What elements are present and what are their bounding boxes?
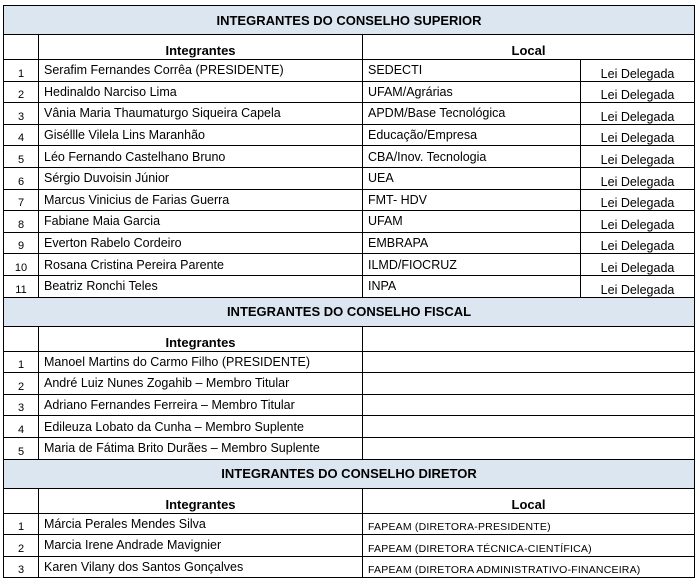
- member-appointment-type: Lei Delegada: [581, 254, 695, 276]
- member-appointment-type: Lei Delegada: [581, 103, 695, 125]
- member-appointment-type: Lei Delegada: [581, 60, 695, 82]
- row-number: 2: [4, 535, 39, 557]
- empty-cell: [363, 416, 695, 438]
- row-number: 9: [4, 232, 39, 254]
- row-number: 1: [4, 351, 39, 373]
- member-appointment-type: Lei Delegada: [581, 81, 695, 103]
- table-row: [4, 394, 695, 416]
- member-name: Marcus Vinicius de Farias Guerra: [39, 189, 363, 211]
- local-header: Local: [363, 35, 695, 60]
- member-name: Manoel Martins do Carmo Filho (PRESIDENTE): [39, 351, 363, 373]
- row-number: 6: [4, 167, 39, 189]
- member-local: FAPEAM (DIRETORA-PRESIDENTE): [363, 513, 695, 535]
- table-row: [4, 167, 695, 189]
- section-title: INTEGRANTES DO CONSELHO FISCAL: [4, 297, 695, 326]
- section-header-superior: [4, 6, 695, 35]
- column-header-row: [4, 35, 695, 60]
- member-local: SEDECTI: [363, 60, 581, 82]
- member-local: ILMD/FIOCRUZ: [363, 254, 581, 276]
- row-number: 1: [4, 513, 39, 535]
- column-header-row: [4, 488, 695, 513]
- member-name: Maria de Fátima Brito Durães – Membro Suplente: [39, 437, 363, 459]
- table-row: [4, 103, 695, 125]
- member-name: Marcia Irene Andrade Mavignier: [39, 535, 363, 557]
- member-appointment-type: Lei Delegada: [581, 232, 695, 254]
- row-number: 4: [4, 124, 39, 146]
- row-number: 11: [4, 275, 39, 297]
- row-number: 3: [4, 103, 39, 125]
- table-row: [4, 60, 695, 82]
- number-header-cell: [4, 488, 39, 513]
- section-header-diretor: [4, 459, 695, 488]
- member-name: Fabiane Maia Garcia: [39, 211, 363, 233]
- row-number: 1: [4, 60, 39, 82]
- council-table: [3, 5, 695, 578]
- table-row: [4, 535, 695, 557]
- member-appointment-type: Lei Delegada: [581, 211, 695, 233]
- member-local: UEA: [363, 167, 581, 189]
- integrantes-header: Integrantes: [39, 35, 363, 60]
- table-row: [4, 513, 695, 535]
- row-number: 2: [4, 373, 39, 395]
- member-name: Serafim Fernandes Corrêa (PRESIDENTE): [39, 60, 363, 82]
- member-name: Hedinaldo Narciso Lima: [39, 81, 363, 103]
- member-name: Everton Rabelo Cordeiro: [39, 232, 363, 254]
- member-local: APDM/Base Tecnológica: [363, 103, 581, 125]
- integrantes-header: Integrantes: [39, 326, 363, 351]
- row-number: 5: [4, 437, 39, 459]
- member-local: UFAM: [363, 211, 581, 233]
- member-name: Márcia Perales Mendes Silva: [39, 513, 363, 535]
- table-row: [4, 437, 695, 459]
- table-row: [4, 416, 695, 438]
- section-title: INTEGRANTES DO CONSELHO DIRETOR: [4, 459, 695, 488]
- number-header-cell: [4, 326, 39, 351]
- member-appointment-type: Lei Delegada: [581, 146, 695, 168]
- member-appointment-type: Lei Delegada: [581, 275, 695, 297]
- local-header: Local: [363, 488, 695, 513]
- table-row: [4, 275, 695, 297]
- table-row: [4, 189, 695, 211]
- section-header-fiscal: [4, 297, 695, 326]
- member-local: INPA: [363, 275, 581, 297]
- row-number: 8: [4, 211, 39, 233]
- integrantes-header: Integrantes: [39, 488, 363, 513]
- member-name: Vânia Maria Thaumaturgo Siqueira Capela: [39, 103, 363, 125]
- member-local: FMT- HDV: [363, 189, 581, 211]
- member-name: Giséllle Vilela Lins Maranhão: [39, 124, 363, 146]
- number-header-cell: [4, 35, 39, 60]
- member-local: FAPEAM (DIRETORA TÉCNICA-CIENTÍFICA): [363, 535, 695, 557]
- row-number: 3: [4, 556, 39, 578]
- section-title: INTEGRANTES DO CONSELHO SUPERIOR: [4, 6, 695, 35]
- table-row: [4, 146, 695, 168]
- member-local: Educação/Empresa: [363, 124, 581, 146]
- member-local: FAPEAM (DIRETORA ADMINISTRATIVO-FINANCEIRA): [363, 556, 695, 578]
- row-number: 4: [4, 416, 39, 438]
- member-local: UFAM/Agrárias: [363, 81, 581, 103]
- member-name: Beatriz Ronchi Teles: [39, 275, 363, 297]
- row-number: 5: [4, 146, 39, 168]
- empty-cell: [363, 394, 695, 416]
- member-appointment-type: Lei Delegada: [581, 189, 695, 211]
- empty-cell: [363, 437, 695, 459]
- member-name: Sérgio Duvoisin Júnior: [39, 167, 363, 189]
- table-row: [4, 124, 695, 146]
- member-name: Rosana Cristina Pereira Parente: [39, 254, 363, 276]
- table-row: [4, 81, 695, 103]
- empty-cell: [363, 351, 695, 373]
- row-number: 2: [4, 81, 39, 103]
- row-number: 3: [4, 394, 39, 416]
- table-row: [4, 373, 695, 395]
- member-local: CBA/Inov. Tecnologia: [363, 146, 581, 168]
- member-appointment-type: Lei Delegada: [581, 124, 695, 146]
- empty-cell: [363, 373, 695, 395]
- council-document: [3, 5, 694, 578]
- row-number: 7: [4, 189, 39, 211]
- table-row: [4, 556, 695, 578]
- member-name: Edileuza Lobato da Cunha – Membro Suplente: [39, 416, 363, 438]
- member-name: Adriano Fernandes Ferreira – Membro Titular: [39, 394, 363, 416]
- row-number: 10: [4, 254, 39, 276]
- table-row: [4, 351, 695, 373]
- column-header-row: [4, 326, 695, 351]
- member-name: André Luiz Nunes Zogahib – Membro Titular: [39, 373, 363, 395]
- table-row: [4, 232, 695, 254]
- member-name: Karen Vilany dos Santos Gonçalves: [39, 556, 363, 578]
- member-name: Léo Fernando Castelhano Bruno: [39, 146, 363, 168]
- member-local: EMBRAPA: [363, 232, 581, 254]
- member-appointment-type: Lei Delegada: [581, 167, 695, 189]
- table-row: [4, 254, 695, 276]
- empty-header-cell: [363, 326, 695, 351]
- table-row: [4, 211, 695, 233]
